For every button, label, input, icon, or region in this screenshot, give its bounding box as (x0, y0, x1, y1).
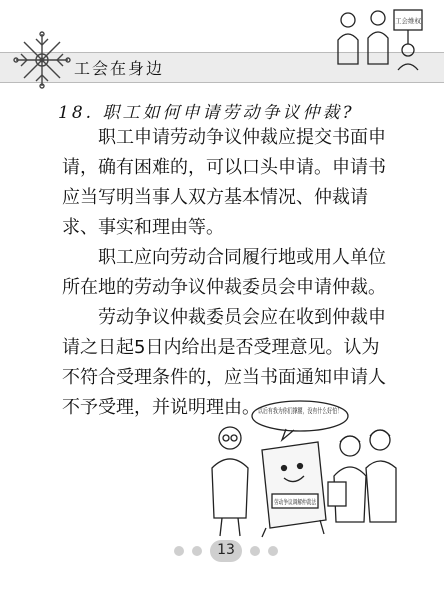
cartoon-illustration (200, 398, 400, 538)
paragraph-2: 职工应向劳动合同履行地或用人单位所在地的劳动争议仲裁委员会申请仲裁。 (62, 247, 386, 298)
paragraph-1: 职工申请劳动争议仲裁应提交书面申请，确有困难的，可以口头申请。申请书应当写明当事人双方基本情况、仲裁请求、事实和理由等。 (62, 127, 386, 238)
snowflake-ornament-icon (12, 30, 72, 90)
section-title: 工会在身边 (74, 59, 165, 78)
page-number: 13 (217, 542, 235, 558)
pager-dot (268, 546, 278, 556)
book-title-label: 劳动争议调解仲裁法 (274, 498, 333, 506)
page-header (0, 0, 444, 92)
pager-dot (250, 546, 260, 556)
header-cartoon-people-icon (326, 4, 426, 74)
answer-body (62, 123, 390, 423)
pager-dot (192, 546, 202, 556)
speech-bubble-text: 以后有我为你们撑腰，没有什么好怕！ (258, 407, 377, 415)
header-art-sign: 工会维权 (395, 17, 421, 25)
pager-dot (174, 546, 184, 556)
paragraph-3: 劳动争议仲裁委员会应在收到仲裁申请之日起5日内给出是否受理意见。认为不符合受理条件的，应当书面通知申请人不予受理，并说明理由。 (62, 307, 386, 418)
page-number-pill (210, 540, 242, 562)
question-heading: 18. 职工如何申请劳动争议仲裁? (58, 103, 355, 123)
page-number-indicator (170, 540, 280, 562)
